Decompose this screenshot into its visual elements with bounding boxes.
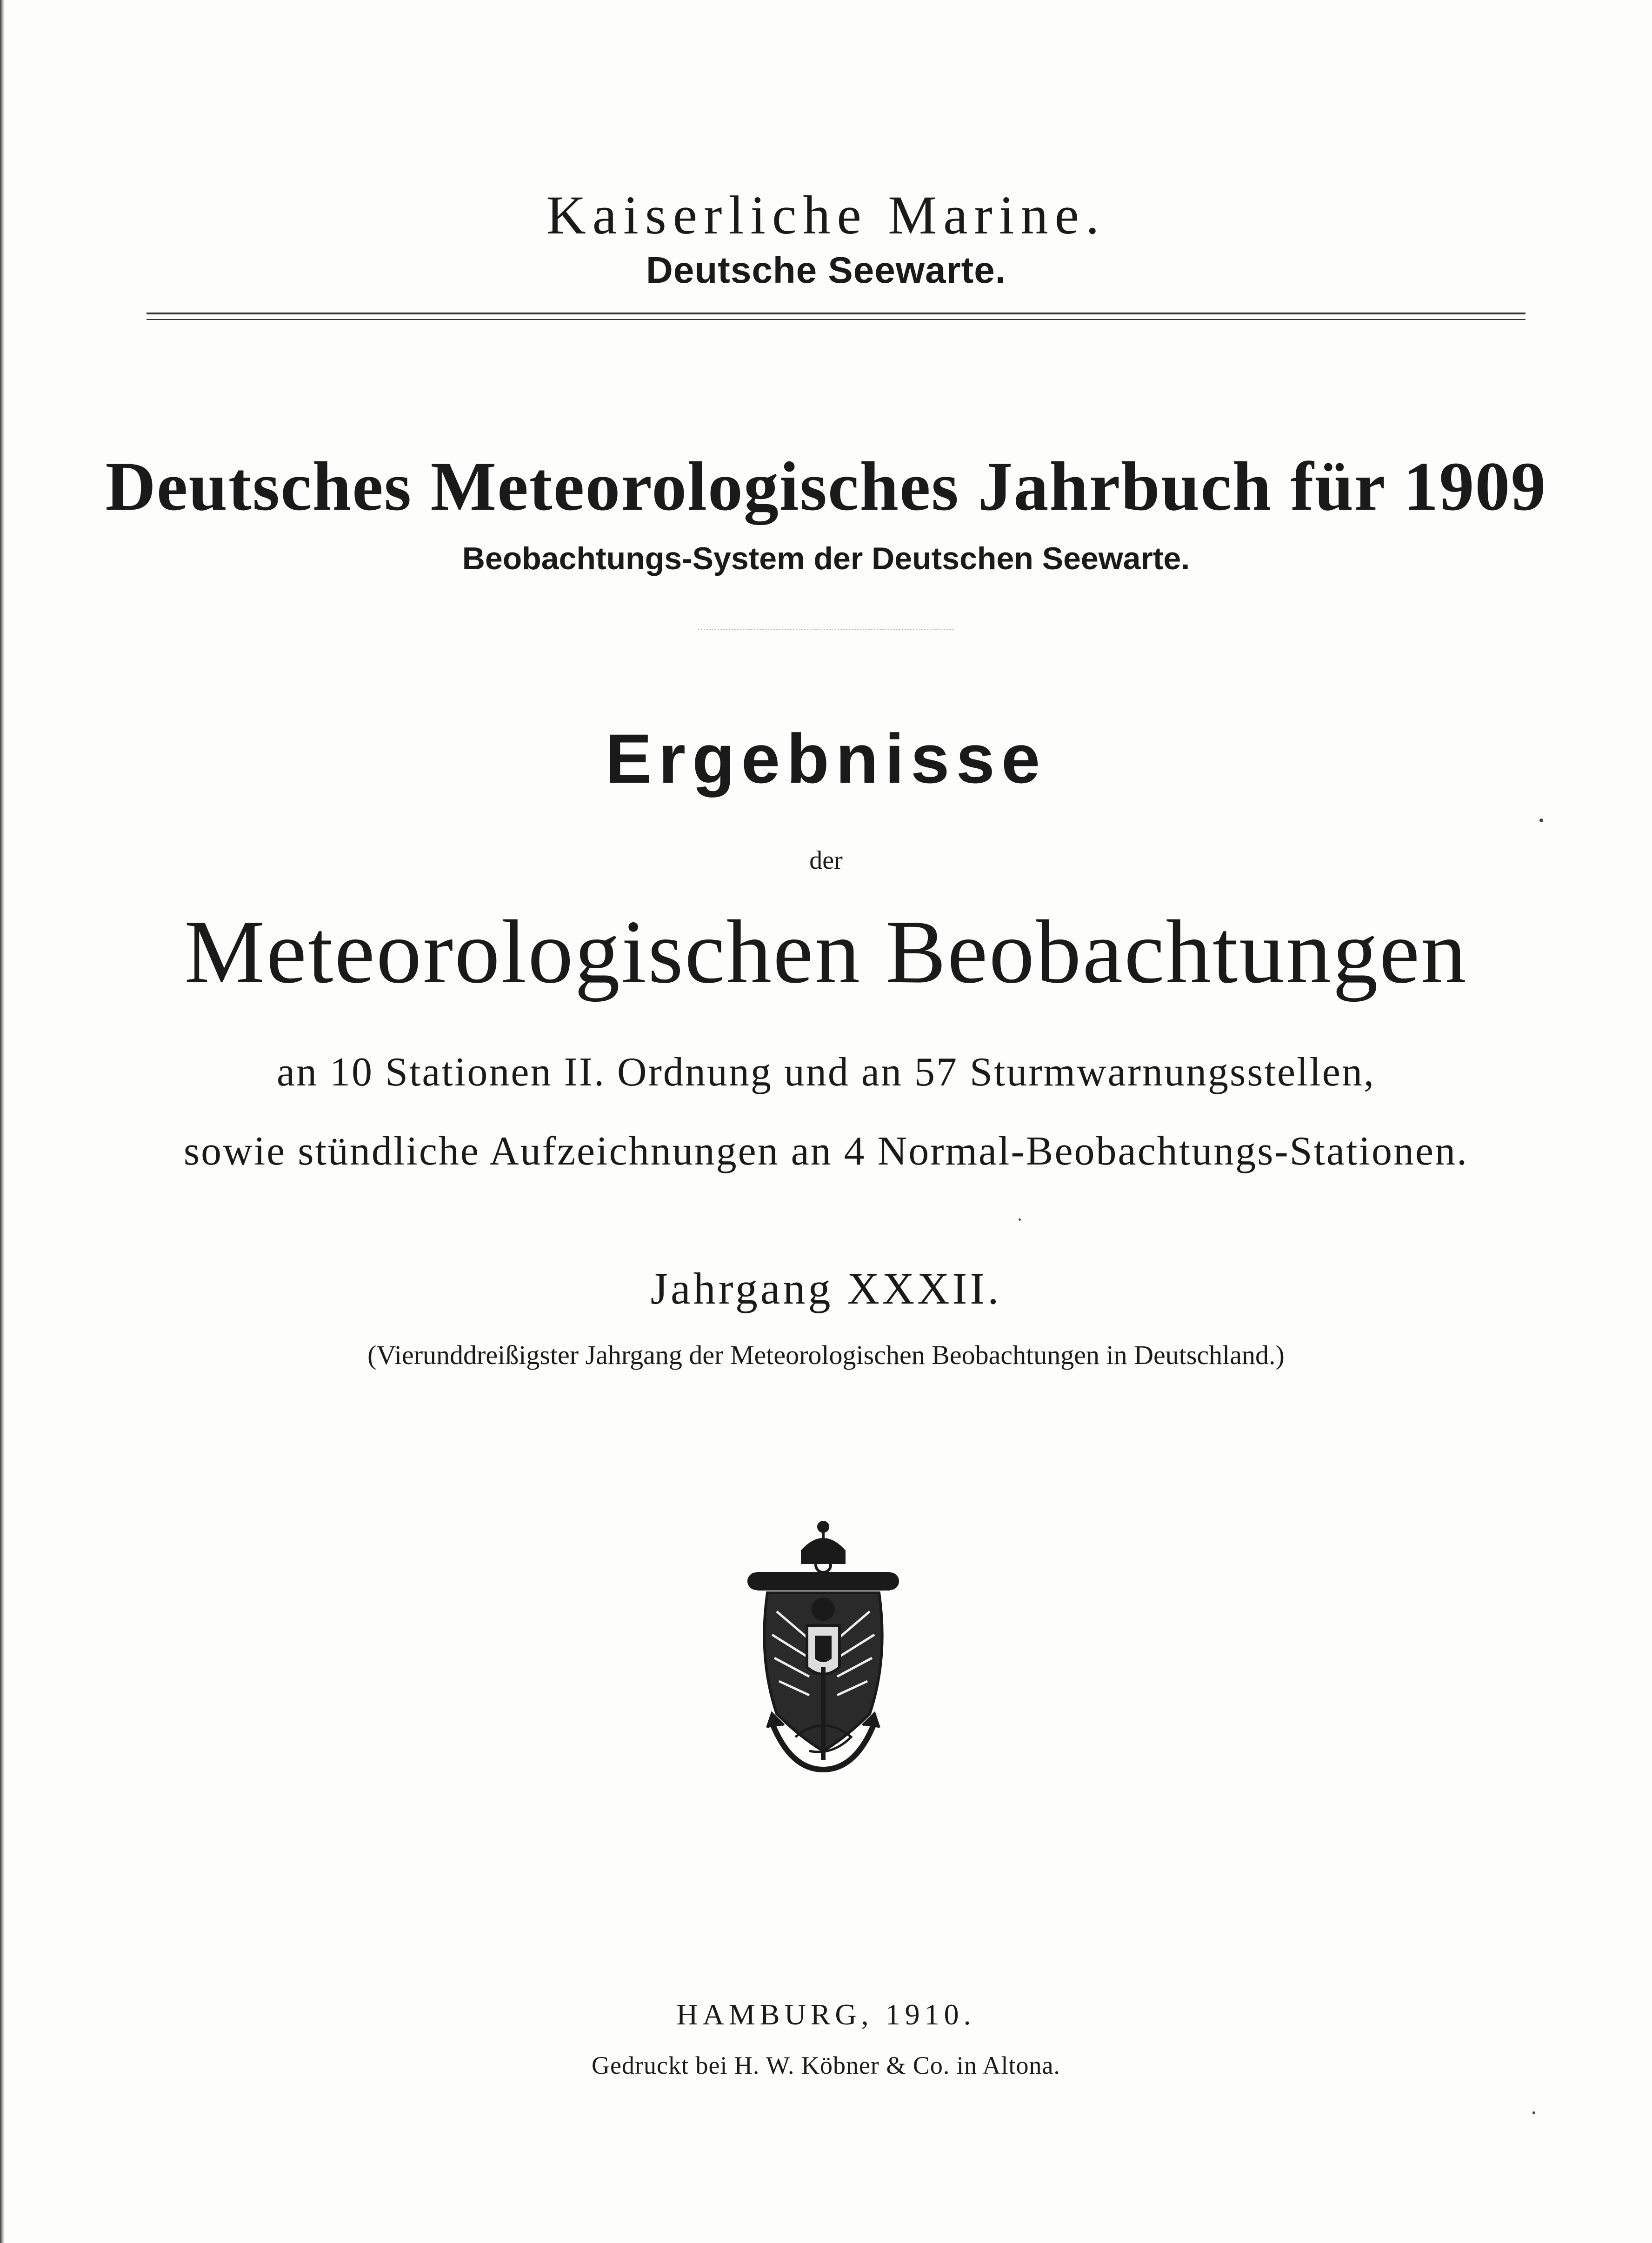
page-binding-edge [0,0,5,2243]
section-divider [698,629,953,630]
description-line-2: sowie stündliche Aufzeichnungen an 4 Normal-Beobachtungs-Stationen. [183,1129,1469,1174]
results-heading: Ergebnisse [605,719,1047,798]
scan-speck [1539,819,1543,822]
scan-speck [1532,2111,1535,2114]
publication-subtitle: Beobachtungs-System der Deutschen Seewarte. [462,541,1190,576]
header-rule-thin [147,319,1525,320]
imperial-navy-eagle-anchor-crest-icon [739,1518,907,1784]
imprint-printer: Gedruckt bei H. W. Köbner & Co. in Altona. [592,2051,1060,2079]
main-title: Meteorologischen Beobachtungen [184,902,1468,1002]
scan-speck [1019,1218,1021,1221]
imprint-place-year: HAMBURG, 1910. [676,1998,976,2031]
institution-line: Deutsche Seewarte. [646,249,1006,291]
description-line-1: an 10 Stationen II. Ordnung und an 57 Sturmwarnungsstellen, [276,1050,1375,1095]
volume-label: Jahrgang XXXII. [650,1264,1002,1313]
header-rule-thick [147,313,1525,314]
connector-word: der [809,846,843,875]
authority-line: Kaiserliche Marine. [546,185,1106,246]
volume-note: (Vierunddreißigster Jahrgang der Meteorologischen Beobachtungen in Deutschland.) [367,1340,1285,1370]
publication-title: Deutsches Meteorologisches Jahrbuch für 1909 [105,448,1547,525]
